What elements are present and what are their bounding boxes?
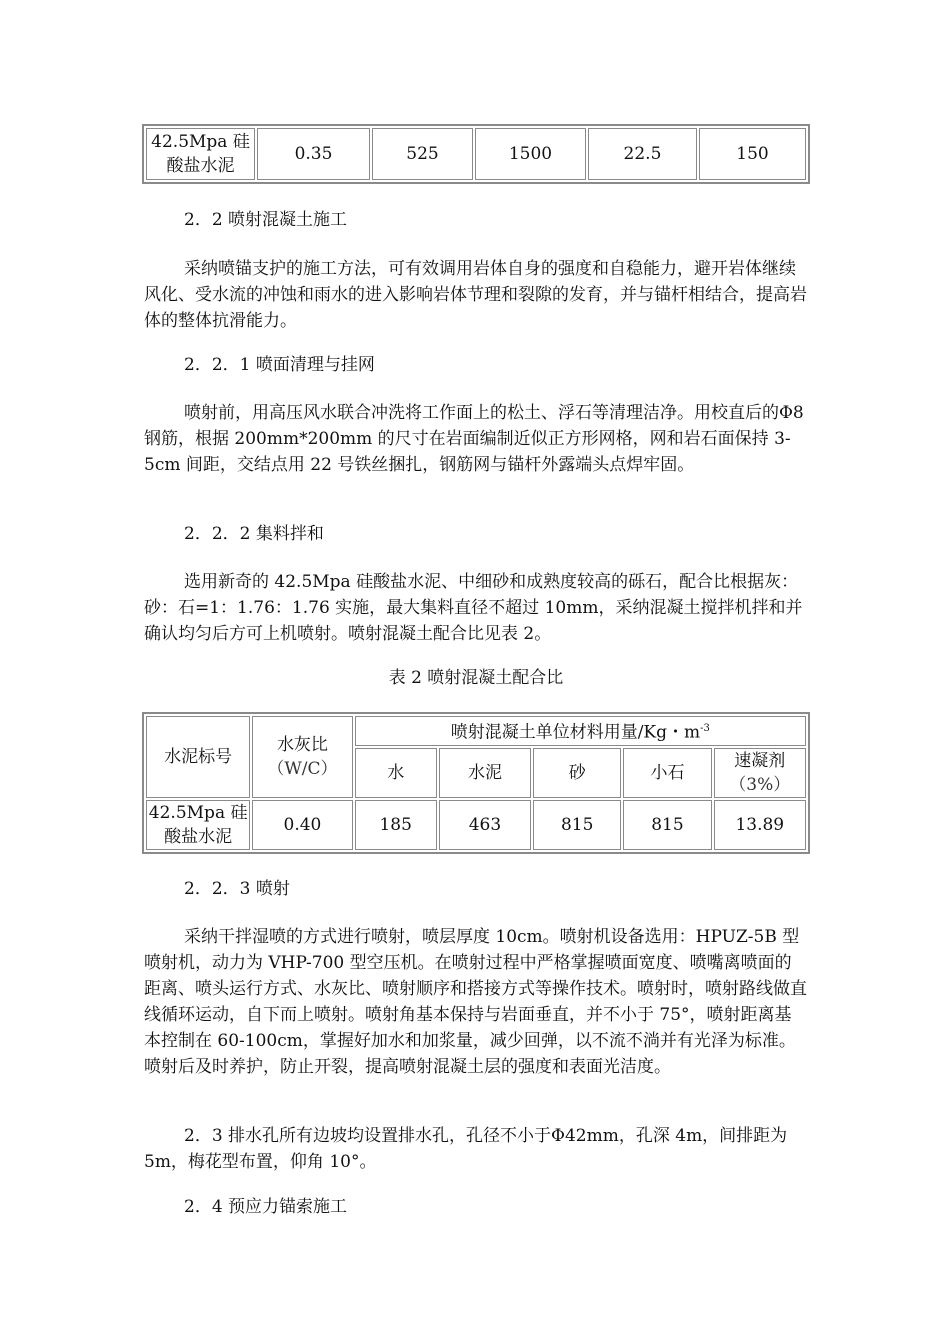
header-accelerator: [714, 748, 806, 798]
table-2-mix-ratio: [142, 712, 810, 854]
table-cell: 13.89: [714, 800, 806, 850]
header-water: 水: [355, 748, 437, 798]
section-heading-2-2-3: 2．2．3 喷射: [184, 879, 290, 899]
header-water-cement-ratio: [252, 716, 352, 798]
header-sand: 砂: [533, 748, 621, 798]
table-cell: 815: [533, 800, 621, 850]
table-cell: 150: [699, 128, 806, 180]
table-cell: 0.40: [252, 800, 352, 850]
header-material-usage-sup: -3: [700, 723, 710, 735]
table-cell: 525: [372, 128, 473, 180]
table-header-row: [146, 716, 806, 746]
header-ratio-line1: 水灰比: [276, 735, 328, 755]
paragraph-2-2: 采纳喷锚支护的施工方法，可有效调用岩体自身的强度和自稳能力，避开岩体继续风化、受水流的冲蚀和雨水的进入影响岩体节理和裂隙的发育，并与锚杆相结合，提高岩体的整体抗滑能力。: [144, 259, 807, 331]
header-gravel: 小石: [623, 748, 711, 798]
table-cell: 42.5Mpa 硅酸盐水泥: [146, 128, 255, 180]
table-row: [146, 800, 806, 850]
section-heading-2-4: 2．4 预应力锚索施工: [184, 1197, 348, 1217]
table-cell: 463: [439, 800, 531, 850]
table-cell: 22.5: [588, 128, 697, 180]
header-accel-line1: 速凝剂: [734, 751, 786, 771]
table-row: [146, 128, 806, 180]
paragraph-2-3: 2．3 排水孔所有边坡均设置排水孔，孔径不小于Φ42mm，孔深 4m，间排距为 5m，梅花型布置，仰角 10°。: [144, 1126, 788, 1172]
table-cell: 185: [355, 800, 437, 850]
header-accel-line2: （3%）: [729, 775, 791, 795]
table-2-caption: 表 2 喷射混凝土配合比: [388, 668, 564, 688]
paragraph-2-2-3: 采纳干拌湿喷的方式进行喷射，喷层厚度 10cm。喷射机设备选用：HPUZ-5B 型喷射机，动力为 VHP-700 型空压机。在喷射过程中严格掌握喷面宽度、喷嘴离喷面的距离、喷头运行方式、水灰比、喷射顺序和搭接方式等操作技术。喷射时，喷射路线做直线循环运动，自下而上喷射。喷射角基本保持与岩面垂直，并不小于 75°，喷射距离基本控制在 60-100cm，掌握好加水和加浆量，减少回弹，以不流不淌并有光泽为标准。喷射后及时养护，防止开裂，提高喷射混凝土层的强度和表面光洁度。: [144, 927, 807, 1077]
header-cement-grade: 水泥标号: [146, 716, 250, 798]
table-cell: 42.5Mpa 硅酸盐水泥: [146, 800, 250, 850]
paragraph-2-2-2: 选用新奇的 42.5Mpa 硅酸盐水泥、中细砂和成熟度较高的砾石，配合比根据灰：砂：石=1：1.76：1.76 实施，最大集料直径不超过 10mm，采纳混凝土搅拌机拌和并确认均匀后方可上机喷射。喷射混凝土配合比见表 2。: [144, 572, 803, 644]
table-cell: 815: [623, 800, 711, 850]
table-cell: 1500: [475, 128, 586, 180]
table-1-continued: [142, 124, 810, 184]
section-heading-2-2: 2．2 喷射混凝土施工: [184, 210, 348, 230]
header-material-usage-text: 喷射混凝土单位材料用量/Kg・m: [450, 722, 701, 743]
header-material-usage: [355, 716, 806, 746]
section-heading-2-2-1: 2．2．1 喷面清理与挂网: [184, 355, 375, 375]
section-heading-2-2-2: 2．2．2 集料拌和: [184, 524, 324, 544]
header-cement: 水泥: [439, 748, 531, 798]
table-cell: 0.35: [257, 128, 370, 180]
paragraph-2-2-1: 喷射前，用高压风水联合冲洗将工作面上的松土、浮石等清理洁净。用校直后的Φ8 钢筋，根据 200mm*200mm 的尺寸在岩面编制近似正方形网格，网和岩石面保持 3-5cm 间距，交结点用 22 号铁丝捆扎，钢筋网与锚杆外露端头点焊牢固。: [144, 403, 804, 475]
header-ratio-line2: （W/C）: [267, 759, 338, 779]
